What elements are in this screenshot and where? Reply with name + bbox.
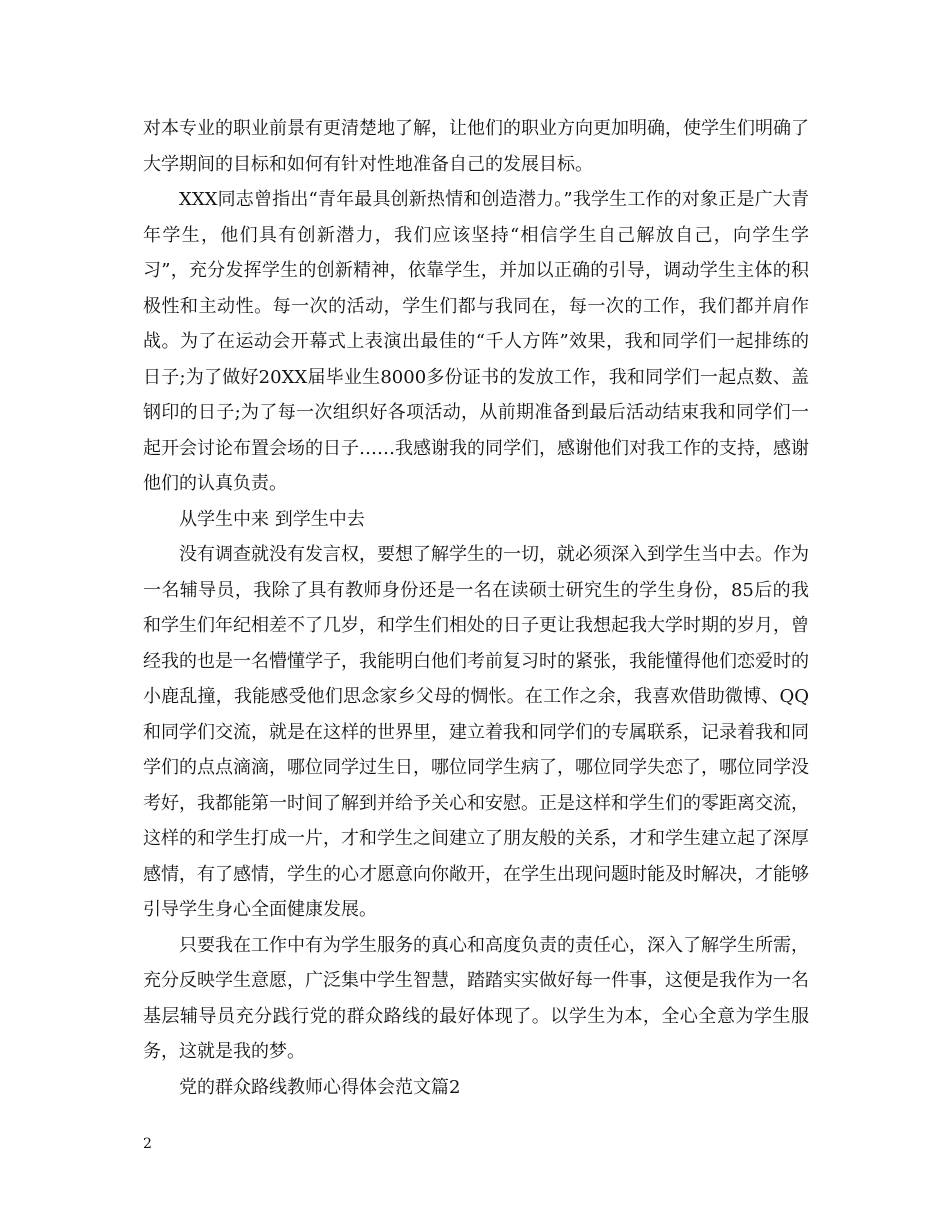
paragraph-career-prospects: 对本专业的职业前景有更清楚地了解，让他们的职业方向更加明确，使学生们明确了大学期间的目标和如何有针对性地准备自己的发展目标。	[143, 118, 809, 175]
page-number: 2	[143, 1136, 152, 1152]
paragraph-serve-students: 只要我在工作中有为学生服务的真心和高度负责的责任心，深入了解学生所需，充分反映学生意愿，广泛集中学生智慧，踏踏实实做好每一件事，这便是我作为一名基层辅导员充分践行党的群众路线的最好体现了。以学生为本，全心全意为学生服务，这就是我的梦。	[143, 934, 809, 1062]
section-heading-article-2: 党的群众路线教师心得体会范文篇2	[179, 1076, 461, 1098]
paragraph-youth-innovation: XXX同志曾指出“青年最具创新热情和创造潜力。”我学生工作的对象正是广大青年学生，他们具有创新潜力，我们应该坚持“相信学生自己解放自己，向学生学习”，充分发挥学生的创新精神，依靠学生，并加以正确的引导，调动学生主体的积极性和主动性。每一次的活动，学生们都与我同在，每一次的工作，我们都并肩作战。为了在运动会开幕式上表演出最佳的“千人方阵”效果，我和同学们一起排练的日子;为了做好20XX届毕业生8000多份证书的发放工作，我和同学们一起点数、盖钢印的日子;为了每一次组织好各项活动，从前期准备到最后活动结束我和同学们一起开会讨论布置会场的日子……我感谢我的同学们，感谢他们对我工作的支持，感谢他们的认真负责。	[143, 189, 809, 494]
section-heading-from-students: 从学生中来 到学生中去	[179, 508, 365, 530]
document-body	[143, 111, 809, 1105]
paragraph-investigation: 没有调查就没有发言权，要想了解学生的一切，就必须深入到学生当中去。作为一名辅导员，我除了具有教师身份还是一名在读硕士研究生的学生身份，85后的我和学生们年纪相差不了几岁，和学生们相处的日子更让我想起我大学时期的岁月，曾经我的也是一名懵懂学子，我能明白他们考前复习时的紧张，我能懂得他们恋爱时的小鹿乱撞，我能感受他们思念家乡父母的惆怅。在工作之余，我喜欢借助微博、QQ和同学们交流，就是在这样的世界里，建立着我和同学们的专属联系，记录着我和同学们的点点滴滴，哪位同学过生日，哪位同学生病了，哪位同学失恋了，哪位同学没考好，我都能第一时间了解到并给予关心和安慰。正是这样和学生们的零距离交流，这样的和学生打成一片，才和学生之间建立了朋友般的关系，才和学生建立起了深厚感情，有了感情，学生的心才愿意向你敞开，在学生出现问题时能及时解决，才能够引导学生身心全面健康发展。	[143, 544, 809, 920]
